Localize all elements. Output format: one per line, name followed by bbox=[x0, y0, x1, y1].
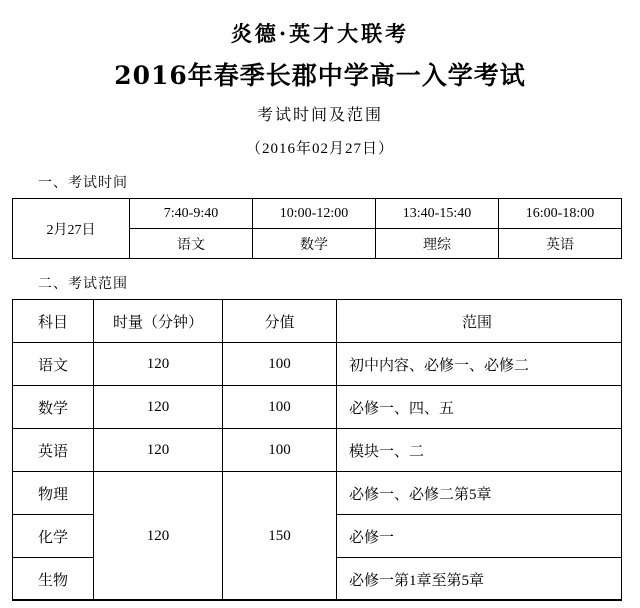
cell-duration: 120 bbox=[94, 343, 223, 386]
cell-score: 100 bbox=[223, 386, 337, 429]
cell-subject: 英语 bbox=[13, 429, 94, 472]
time-subject-4: 英语 bbox=[499, 229, 622, 259]
col-header-score: 分值 bbox=[223, 300, 337, 343]
time-slot-1: 7:40-9:40 bbox=[130, 199, 253, 229]
section-heading-time: 一、考试时间 bbox=[38, 176, 128, 191]
time-slot-2: 10:00-12:00 bbox=[253, 199, 376, 229]
time-subject-3: 理综 bbox=[376, 229, 499, 259]
exam-date-cell: 2月27日 bbox=[13, 199, 130, 259]
cell-score-merged: 150 bbox=[223, 472, 337, 601]
page-title-exam: 2016年春季长郡中学高一入学考试 bbox=[114, 61, 526, 90]
cell-subject: 语文 bbox=[13, 343, 94, 386]
cell-duration: 120 bbox=[94, 429, 223, 472]
page-subtitle: 考试时间及范围 bbox=[256, 107, 383, 124]
cell-scope: 必修一 bbox=[337, 515, 622, 558]
exam-scope-table bbox=[12, 299, 622, 601]
cell-duration-merged: 120 bbox=[94, 472, 223, 601]
time-subject-1: 语文 bbox=[130, 229, 253, 259]
table-row bbox=[13, 343, 622, 386]
time-slot-4: 16:00-18:00 bbox=[499, 199, 622, 229]
cell-duration: 120 bbox=[94, 386, 223, 429]
exam-time-table bbox=[12, 198, 622, 259]
col-header-scope: 范围 bbox=[337, 300, 622, 343]
cell-subject: 物理 bbox=[13, 472, 94, 515]
cell-subject: 化学 bbox=[13, 515, 94, 558]
time-slot-3: 13:40-15:40 bbox=[376, 199, 499, 229]
page-date: （2016年02月27日） bbox=[245, 141, 394, 157]
cell-subject: 数学 bbox=[13, 386, 94, 429]
cell-score: 100 bbox=[223, 429, 337, 472]
table-row bbox=[13, 429, 622, 472]
section-heading-scope: 二、考试范围 bbox=[38, 277, 128, 292]
page-title-main: 炎德·英才大联考 bbox=[230, 21, 410, 46]
cell-scope: 必修一、必修二第5章 bbox=[337, 472, 622, 515]
table-header-row bbox=[13, 300, 622, 343]
cell-scope: 初中内容、必修一、必修二 bbox=[337, 343, 622, 386]
table-row bbox=[13, 472, 622, 515]
cell-scope: 必修一第1章至第5章 bbox=[337, 558, 622, 601]
cell-scope: 模块一、二 bbox=[337, 429, 622, 472]
cell-score: 100 bbox=[223, 343, 337, 386]
cell-subject: 生物 bbox=[13, 558, 94, 601]
table-row bbox=[13, 199, 622, 229]
cell-scope: 必修一、四、五 bbox=[337, 386, 622, 429]
col-header-subject: 科目 bbox=[13, 300, 94, 343]
document-page bbox=[0, 18, 640, 608]
time-subject-2: 数学 bbox=[253, 229, 376, 259]
col-header-duration: 时量（分钟） bbox=[94, 300, 223, 343]
footer-divider bbox=[12, 599, 622, 600]
table-row bbox=[13, 386, 622, 429]
